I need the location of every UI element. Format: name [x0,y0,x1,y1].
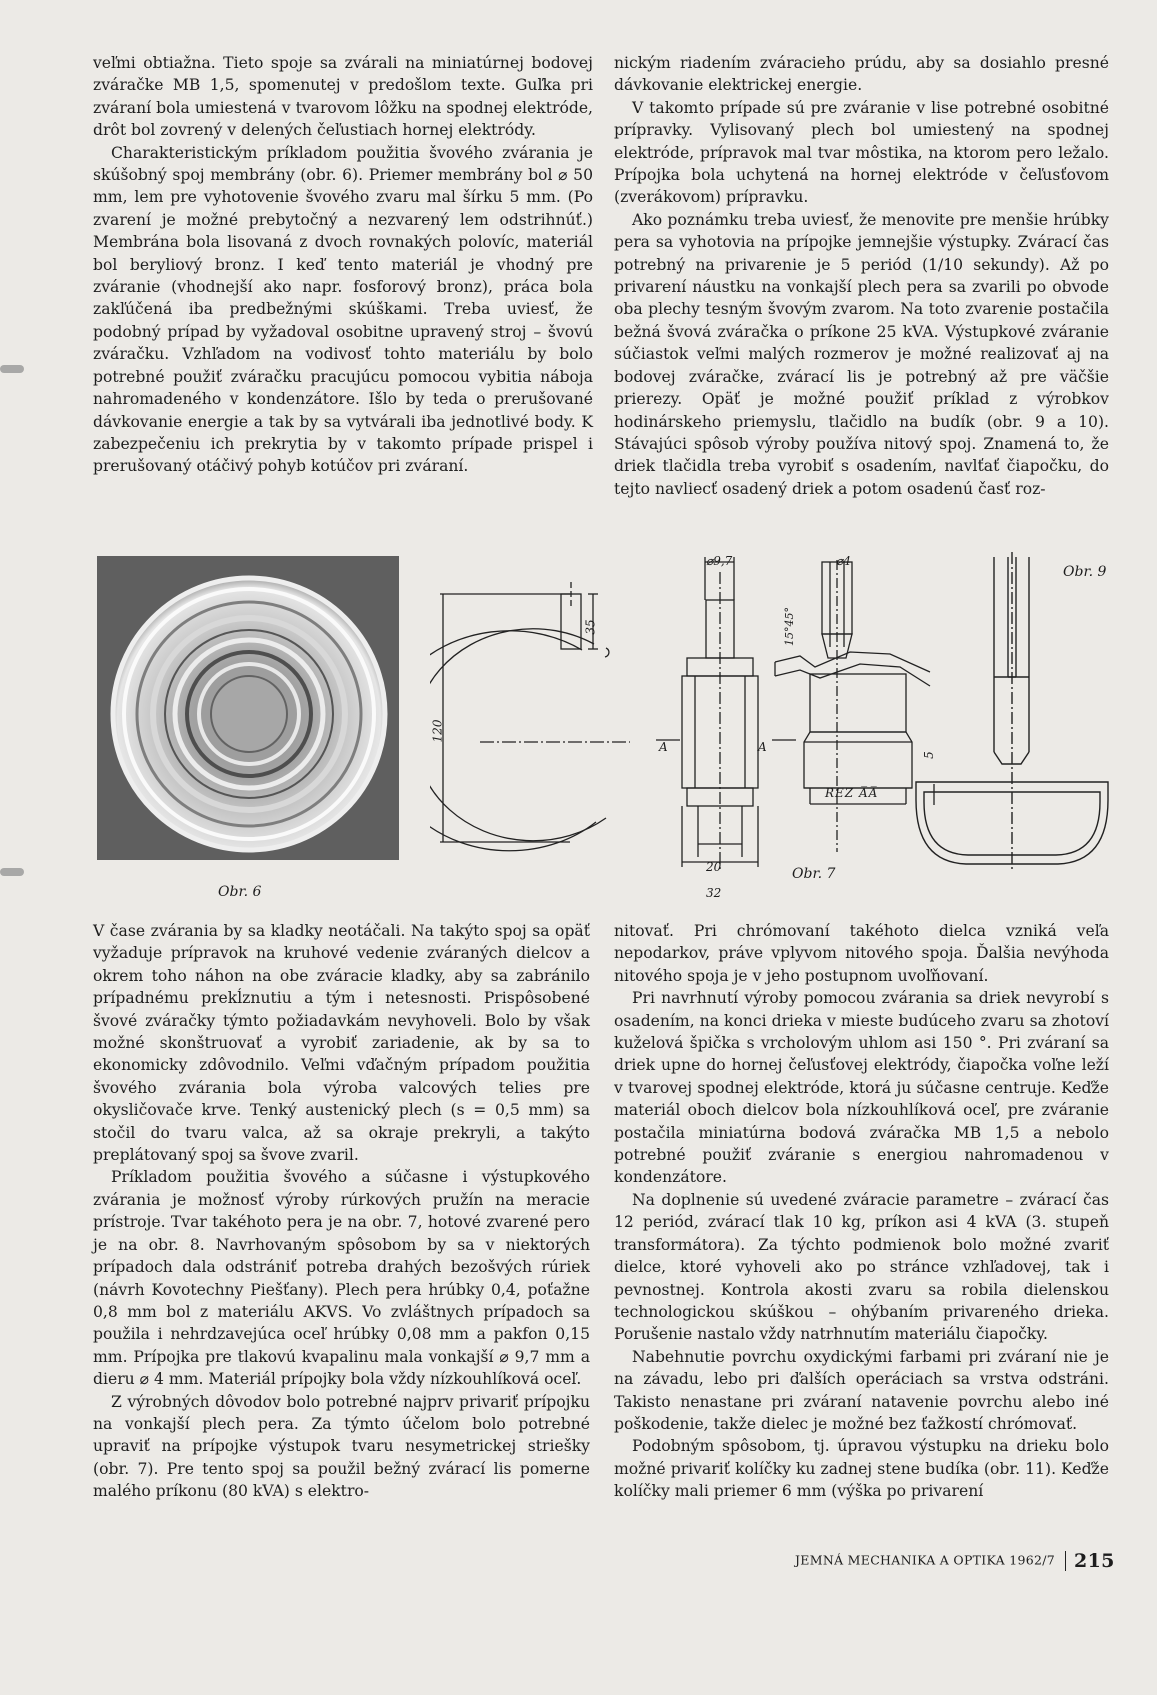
paragraph: Charakteristickým príkladom použitia švového zvárania je skúšobný spoj membrány (obr. 6). Priemer membrány bol ⌀ 50 mm, lem pre vyhotovenie švového zvaru mal šírku 5 mm. (Po zvarení je možné prebytočný a nezvarený lem odstrihnúť.) Membrána bola lisovaná z dvoch rovnakých polovíc, materiál bol beryliový bronz. I keď tento materiál je vhodný pre zváranie (vhodnejší ako napr. fosforový bronz), práca bola zakľúčená iba predbežnými skúškami. Treba uviesť, že podobný prípad by vyžadoval osobitne upravený stroj – švovú zváračku. Vzhľadom na vodivosť tohto materiálu by bolo potrebné použiť zváračku pracujúcu pomocou vybitia náboja nahromadeného v kondenzátore. Išlo by teda o prerušované dávkovanie energie a tak by sa vytvárali iba jednotlivé body. K zabezpečeniu ich prekrytia by v takomto prípade prispel i prerušovaný otáčivý pohyb kotúčov pri zváraní. [93,143,593,476]
paragraph: nitovať. Pri chrómovaní takéhoto dielca vzniká veľa nepodarkov, práve vplyvom nitového spoja. Ďalšia nevýhoda nitového spoja je v jeho postupnom uvoľňovaní. [614,922,1109,985]
paragraph: veľmi obtiažna. Tieto spoje sa zvárali na miniatúrnej bodovej zváračke MB 1,5, spomenutej v predošlom texte. Guľka pri zváraní bola umiestená v tvarovom lôžku na spodnej elektróde, drôt bol zovrený v delených čeľustiach hornej elektródy. [93,54,593,140]
text-column-bottom-left [93,920,590,1503]
membrane-photo [97,556,399,860]
paragraph: V čase zvárania by sa kladky neotáčali. Na takýto spoj sa opäť vyžaduje prípravok na kruhové vedenie zváraných dielcov a okrem toho náhon na obe zváracie kladky, aby sa zabránilo prípadnému prekĺznutiu a tým i netesnosti. Prispôsobené švové zváračky týmto požiadavkám nevyhoveli. Bolo by však možné skonštruovať a vyrobiť zariadenie, ak by sa to ekonomicky zdôvodnilo. Veľmi vďačným prípadom použitia švového zvárania bola výroba valcových telies pre okysličovače krve. Tenký austenický plech (s = 0,5 mm) sa stočil do tvaru valca, až sa okraje prekryli, a takýto preplátovaný spoj sa švove zvaril. [93,922,590,1165]
paragraph: Nabehnutie povrchu oxydickými farbami pri zváraní nie je na závadu, lebo pri ďalších operáciach sa vrstva odstráni. Takisto nenastane pri zváraní natavenie povrchu alebo iné poškodenie, takže dielec je možné bez ťažkostí chrómovať. [614,1347,1109,1433]
section-label: REZ A̅A̅ [825,786,879,800]
text-column-bottom-right [614,920,1109,1503]
dimension-d4: ⌀4 [836,554,851,568]
figure-7-connector-drawing [650,552,950,882]
paragraph: Príkladom použitia švového a súčasne i výstupkového zvárania je možnosť výroby rúrkových pružín na meracie prístroje. Tvar takéhoto pera je na obr. 7, hotové zvarené pero je na obr. 8. Navrhovaným spôsobom by sa v niektorých prípadoch dala odstrániť potreba drahých bezošvých rúriek (návrh Kovotechny Piešťany). Plech pera hrúbky 0,4, poťažne 0,8 mm bol z materiálu AKVS. Vo zvláštnych prípadoch sa použila i nehrdzavejúca oceľ hrúbky 0,08 mm a pakfon 0,15 mm. Prípojka pre tlakovú kvapalinu mala vonkajší ⌀ 9,7 mm a dieru ⌀ 4 mm. Materiál prípojky bola vždy nízkouhlíková oceľ. [93,1168,590,1389]
footer-divider [1065,1551,1066,1571]
dimension-20: 20 [706,860,722,874]
dimension-35: 35 [583,619,598,635]
paragraph: nickým riadením zváracieho prúdu, aby sa dosiahlo presné dávkovanie elektrickej energie. [614,54,1109,95]
figure-6-caption: Obr. 6 [218,884,262,900]
paragraph: Ako poznámku treba uviesť, že menovite pre menšie hrúbky pera sa vyhotovia na prípojke jemnejšie výstupky. Zvárací čas potrebný na privarenie je 5 periód (1/10 sekundy). Až po privarení náustku na vonkajší plech pera sa zvarili po obvode oba plechy tesným švovým zvarom. Na toto zvarenie postačila bežná švová zváračka o príkone 25 kVA. Výstupkové zváranie súčiastok veľmi malých rozmerov je možné realizovať aj na bodovej zváračke, zvárací lis je potrebný až pre väčšie prierezy. Opäť je možné použiť príklad z výrobkov hodinárskeho priemyslu, tlačidlo na budík (obr. 9 a 10). Stávajúci spôsob výroby používa nitový spoj. Znamená to, že driek tlačidla treba vyrobiť s osadením, navlťať čiapočku, do tejto navliecť osadený driek a potom osadenú časť roz- [614,210,1109,498]
paragraph: Pri navrhnutí výroby pomocou zvárania sa driek nevyrobí s osadením, na konci drieka v mieste budúceho zvaru sa zhotoví kuželová špička s vrcholovým uhlom asi 150 °. Pri zváraní sa driek upne do hornej čeľusťovej elektródy, čiapočka voľne leží v tvarovej spodnej elektróde, ktorá ju súčasne centruje. Keďže materiál oboch dielcov bola nízkouhlíková oceľ, pre zváranie postačila miniatúrna bodová zváračka MB 1,5 a nebolo potrebné použiť zváranie s energiou nahromadenou v kondenzátore. [614,989,1109,1187]
figure-7-caption: Obr. 7 [792,866,836,882]
dimension-32: 32 [706,886,722,900]
figure-9-caption: Obr. 9 [1063,564,1107,580]
membrane-image [97,556,399,860]
text-column-top-left [93,52,593,478]
paragraph: V takomto prípade sú pre zváranie v lise potrebné osobitné prípravky. Vylisovaný plech bol umiestený na spodnej elektróde, prípravok mal tvar môstika, na ktorom pero ležalo. Prípojka bola uchytená na hornej elektróde v čeľusťovom (zverákovom) prípravku. [614,98,1109,207]
paragraph: Na doplnenie sú uvedené zváracie parametre – zvárací čas 12 periód, zvárací tlak 10 kg, príkon asi 4 kVA (3. stupeň transformátora). Za týchto podmienok bolo možné zvariť dielce, ktoré vyhoveli ako po stránce vzhľadovej, tak i pevnostnej. Kontrola akosti zvaru sa robila dielenskou technologickou skúškou – ohýbaním privareného drieka. Porušenie nastalo vždy natrhnutím materiálu čiapočky. [614,1190,1109,1344]
dimension-5: 5 [921,751,936,759]
page-footer [795,1550,1115,1572]
scan-edge-mark [0,365,24,373]
dimension-d97: ⌀9,7 [706,554,733,568]
text-column-top-right [614,52,1109,500]
paragraph: Z výrobných dôvodov bolo potrebné najprv privariť prípojku na vonkajší plech pera. Za týmto účelom bolo potrebné upraviť na prípojke výstupok tvaru nesymetrickej striešky (obr. 7). Pre tento spoj sa použil bežný zvárací lis pomerne malého príkonu (80 kVA) s elektro- [93,1392,590,1501]
scan-edge-mark [0,868,24,876]
figure-9-button-drawing [908,552,1118,877]
paragraph: Podobným spôsobom, tj. úpravou výstupku na drieku bolo možné privariť kolíčky ku zadnej stene budíka (obr. 11). Keďže kolíčky mali priemer 6 mm (výška po privarení [614,1437,1109,1501]
page-number: 215 [1074,1550,1115,1572]
dimension-120: 120 [430,719,445,743]
journal-name: JEMNÁ MECHANIKA A OPTIKA 1962/7 [795,1552,1056,1568]
section-mark-right: A [758,740,767,754]
figure-7-spring-drawing [430,552,675,872]
section-mark-left: A [659,740,668,754]
dimension-angle: 15°45° [783,607,796,646]
